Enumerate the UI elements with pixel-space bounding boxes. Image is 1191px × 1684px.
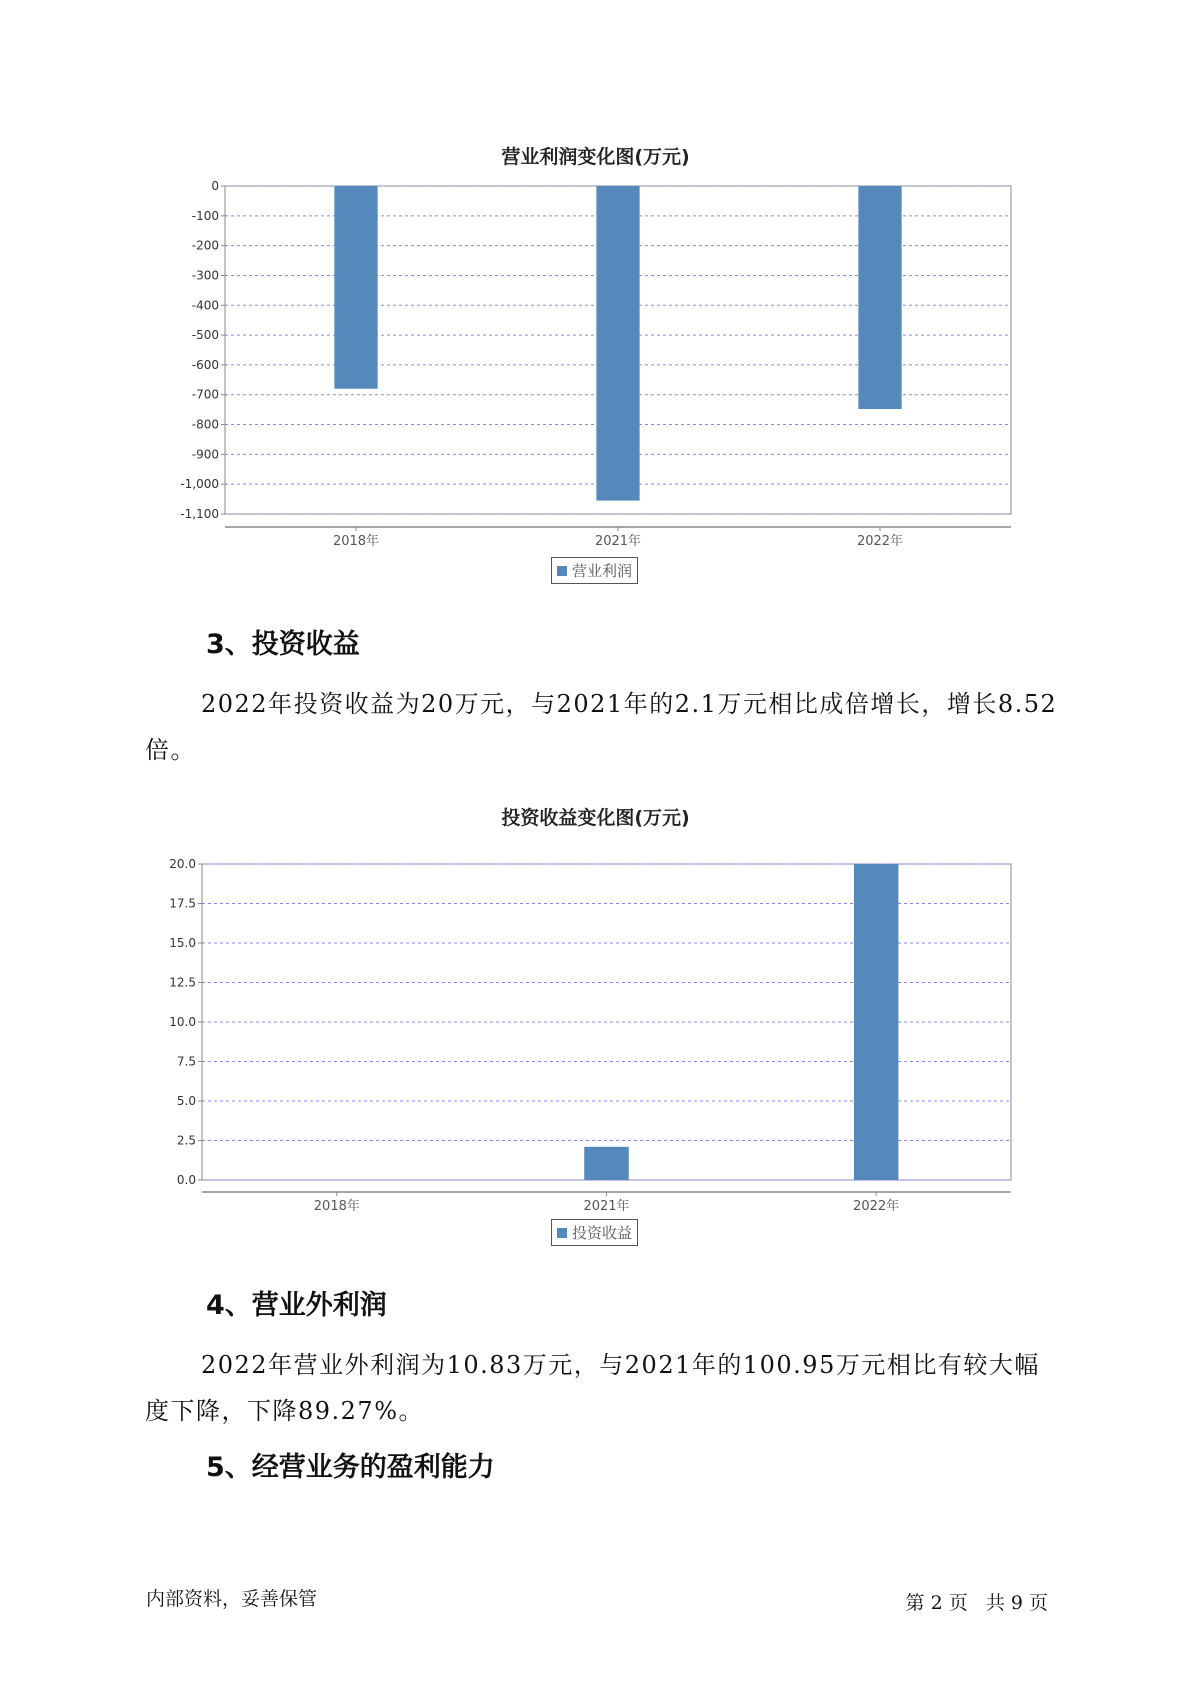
y-tick-label: -700 [191,387,219,402]
section-5-heading: 5、经营业务的盈利能力 [206,1452,495,1483]
bar-2021年 [584,1147,628,1180]
x-tick-label: 2022年 [856,534,904,549]
chart2-title: 投资收益变化图(万元) [501,807,690,829]
y-tick-label: -1,000 [180,477,219,492]
y-tick-label: 17.5 [169,896,196,911]
chart1-title: 营业利润变化图(万元) [501,146,690,168]
chart2-legend [551,1219,638,1246]
y-tick-label: 5.0 [176,1094,196,1108]
y-tick-label: -200 [191,238,219,253]
y-tick-label: 7.5 [176,1054,196,1069]
operating-profit-chart [0,170,1191,570]
bar-2021年 [596,186,639,501]
bar-2018年 [334,186,377,389]
y-tick-label: 20.0 [169,857,196,871]
section-3-heading: 3、投资收益 [206,629,360,660]
bar-2022年 [858,186,901,409]
x-tick-label: 2018年 [332,534,380,549]
y-tick-label: 10.0 [169,1015,196,1029]
y-tick-label: -400 [191,298,219,313]
legend-swatch [557,1228,567,1238]
legend-swatch [557,566,567,576]
legend-label: 营业利润 [572,562,633,580]
y-tick-label: -600 [191,357,219,372]
y-tick-label: -800 [191,417,219,432]
x-tick-label: 2021年 [583,1199,630,1214]
x-tick-label: 2018年 [313,1199,360,1214]
bar-2022年 [854,864,898,1180]
y-tick-label: -300 [191,268,219,283]
chart1-legend [551,557,638,584]
y-tick-label: -100 [191,208,219,223]
investment-income-chart [0,840,1191,1220]
section-3-paragraph: 2022年投资收益为20万元，与2021年的2.1万元相比成倍增长，增长8.52倍。 [145,690,1058,764]
footer-confidential-note: 内部资料，妥善保管 [146,1588,318,1610]
x-tick-label: 2021年 [594,534,642,549]
y-tick-label: 0 [211,179,219,193]
y-tick-label: 15.0 [169,936,196,950]
x-tick-label: 2022年 [853,1199,900,1214]
y-tick-label: -900 [191,447,219,462]
section-4-heading: 4、营业外利润 [206,1290,387,1321]
y-tick-label: 12.5 [169,975,196,990]
section-4-paragraph: 2022年营业外利润为10.83万元，与2021年的100.95万元相比有较大幅度下降，下降89.27%。 [145,1351,1040,1425]
footer-page-number: 第 2 页 共 9 页 [905,1592,1048,1614]
y-tick-label: -1,100 [180,507,219,521]
y-tick-label: 2.5 [176,1133,196,1148]
y-tick-label: 0.0 [176,1173,196,1187]
y-tick-label: -500 [191,328,219,343]
legend-label: 投资收益 [572,1224,633,1242]
